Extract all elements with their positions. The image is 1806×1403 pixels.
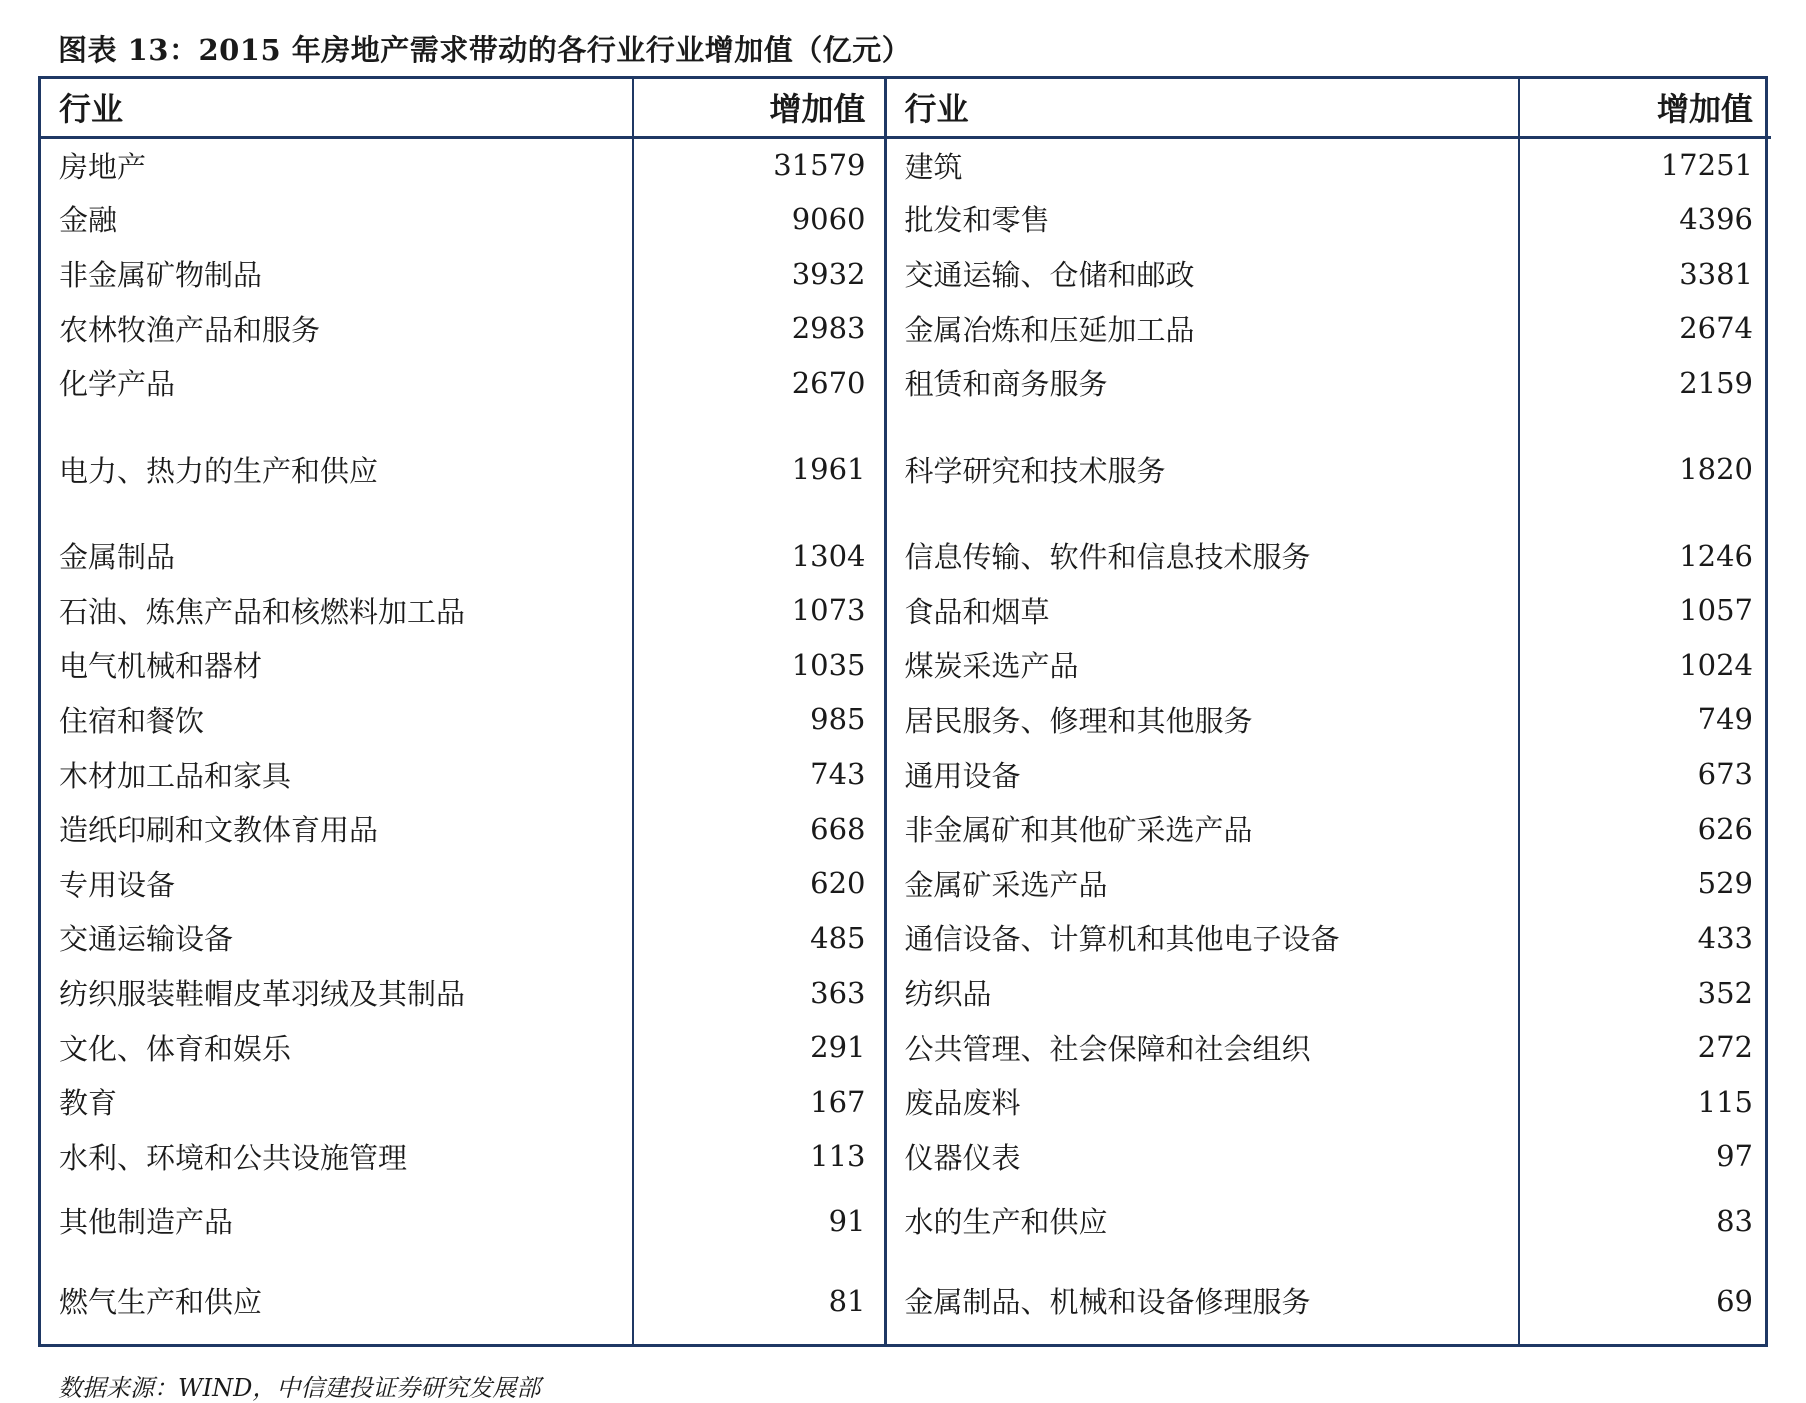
table-row <box>41 747 1771 802</box>
table-row <box>41 637 1771 692</box>
value-added: 1073 <box>633 583 885 638</box>
industry-name: 信息传输、软件和信息技术服务 <box>885 528 1519 583</box>
table-row <box>41 1184 1771 1258</box>
value-added: 352 <box>1519 965 1771 1020</box>
table-row <box>41 1258 1771 1344</box>
value-added: 626 <box>1519 801 1771 856</box>
value-added: 9060 <box>633 192 885 247</box>
industry-value-added-table <box>38 76 1768 1347</box>
value-added: 91 <box>633 1184 885 1258</box>
header-row <box>41 79 1771 137</box>
table-row <box>41 410 1771 528</box>
industry-name: 燃气生产和供应 <box>59 1285 263 1320</box>
industry-name: 仪器仪表 <box>885 1129 1519 1184</box>
data-source-note: 数据来源：WIND，中信建投证券研究发展部 <box>58 1374 541 1402</box>
industry-name: 科学研究和技术服务 <box>885 410 1519 528</box>
header-industry-left: 行业 <box>41 79 633 137</box>
industry-name: 金属矿采选产品 <box>885 856 1519 911</box>
table-row <box>41 246 1771 301</box>
value-added: 167 <box>633 1074 885 1129</box>
industry-name: 电力、热力的生产和供应 <box>59 453 379 488</box>
value-added: 2670 <box>633 356 885 411</box>
table-row <box>41 583 1771 638</box>
industry-name: 电气机械和器材 <box>59 649 263 684</box>
value-added: 529 <box>1519 856 1771 911</box>
value-added: 97 <box>1519 1129 1771 1184</box>
header-value-left: 增加值 <box>633 79 885 137</box>
table-row <box>41 1129 1771 1184</box>
industry-name: 建筑 <box>885 137 1519 192</box>
table-row <box>41 137 1771 192</box>
industry-name: 教育 <box>59 1086 118 1121</box>
industry-name: 水利、环境和公共设施管理 <box>59 1140 408 1175</box>
industry-name: 农林牧渔产品和服务 <box>59 312 321 347</box>
value-added: 81 <box>633 1258 885 1344</box>
value-added: 2983 <box>633 301 885 356</box>
industry-name: 纺织服装鞋帽皮革羽绒及其制品 <box>59 977 466 1012</box>
industry-name: 非金属矿和其他矿采选产品 <box>885 801 1519 856</box>
industry-name: 交通运输、仓储和邮政 <box>885 246 1519 301</box>
industry-name: 石油、炼焦产品和核燃料加工品 <box>59 594 466 629</box>
value-added: 2674 <box>1519 301 1771 356</box>
value-added: 668 <box>633 801 885 856</box>
value-added: 1024 <box>1519 637 1771 692</box>
industry-name: 木材加工品和家具 <box>59 758 292 793</box>
table-row <box>41 528 1771 583</box>
industry-name: 公共管理、社会保障和社会组织 <box>885 1020 1519 1075</box>
industry-name: 住宿和餐饮 <box>59 703 205 738</box>
value-added: 1961 <box>633 410 885 528</box>
table-row <box>41 1020 1771 1075</box>
industry-name: 文化、体育和娱乐 <box>59 1031 292 1066</box>
industry-name: 化学产品 <box>59 367 176 402</box>
industry-name: 专用设备 <box>59 867 176 902</box>
value-added: 1820 <box>1519 410 1771 528</box>
value-added: 2159 <box>1519 356 1771 411</box>
value-added: 620 <box>633 856 885 911</box>
industry-name: 租赁和商务服务 <box>885 356 1519 411</box>
table-row <box>41 301 1771 356</box>
value-added: 31579 <box>633 137 885 192</box>
industry-name: 煤炭采选产品 <box>885 637 1519 692</box>
value-added: 1035 <box>633 637 885 692</box>
industry-name: 废品废料 <box>885 1074 1519 1129</box>
value-added: 17251 <box>1519 137 1771 192</box>
value-added: 749 <box>1519 692 1771 747</box>
table-row <box>41 692 1771 747</box>
industry-name: 金属制品、机械和设备修理服务 <box>885 1258 1519 1344</box>
table-title: 图表 13：2015 年房地产需求带动的各行业行业增加值（亿元） <box>58 33 912 67</box>
industry-name: 金融 <box>59 203 118 238</box>
header-industry-right: 行业 <box>885 79 1519 137</box>
industry-name: 食品和烟草 <box>885 583 1519 638</box>
industry-name: 通用设备 <box>885 747 1519 802</box>
industry-name: 水的生产和供应 <box>885 1184 1519 1258</box>
value-added: 83 <box>1519 1184 1771 1258</box>
value-added: 985 <box>633 692 885 747</box>
value-added: 1304 <box>633 528 885 583</box>
table-row <box>41 856 1771 911</box>
table-row <box>41 965 1771 1020</box>
value-added: 673 <box>1519 747 1771 802</box>
value-added: 433 <box>1519 911 1771 966</box>
value-added: 485 <box>633 911 885 966</box>
table-row <box>41 801 1771 856</box>
value-added: 3381 <box>1519 246 1771 301</box>
value-added: 1057 <box>1519 583 1771 638</box>
industry-name: 房地产 <box>59 149 147 184</box>
value-added: 69 <box>1519 1258 1771 1344</box>
value-added: 115 <box>1519 1074 1771 1129</box>
industry-name: 金属制品 <box>59 540 176 575</box>
value-added: 272 <box>1519 1020 1771 1075</box>
table-row <box>41 1074 1771 1129</box>
value-added: 743 <box>633 747 885 802</box>
value-added: 1246 <box>1519 528 1771 583</box>
industry-name: 金属冶炼和压延加工品 <box>885 301 1519 356</box>
value-added: 291 <box>633 1020 885 1075</box>
header-value-right: 增加值 <box>1519 79 1771 137</box>
value-added: 3932 <box>633 246 885 301</box>
data-table <box>41 79 1771 1344</box>
table-row <box>41 911 1771 966</box>
table-row <box>41 356 1771 411</box>
industry-name: 居民服务、修理和其他服务 <box>885 692 1519 747</box>
industry-name: 批发和零售 <box>885 192 1519 247</box>
table-row <box>41 192 1771 247</box>
value-added: 4396 <box>1519 192 1771 247</box>
industry-name: 纺织品 <box>885 965 1519 1020</box>
value-added: 363 <box>633 965 885 1020</box>
value-added: 113 <box>633 1129 885 1184</box>
industry-name: 交通运输设备 <box>59 922 234 957</box>
industry-name: 非金属矿物制品 <box>59 258 263 293</box>
industry-name: 通信设备、计算机和其他电子设备 <box>885 911 1519 966</box>
industry-name: 其他制造产品 <box>59 1205 234 1240</box>
industry-name: 造纸印刷和文教体育用品 <box>59 813 379 848</box>
